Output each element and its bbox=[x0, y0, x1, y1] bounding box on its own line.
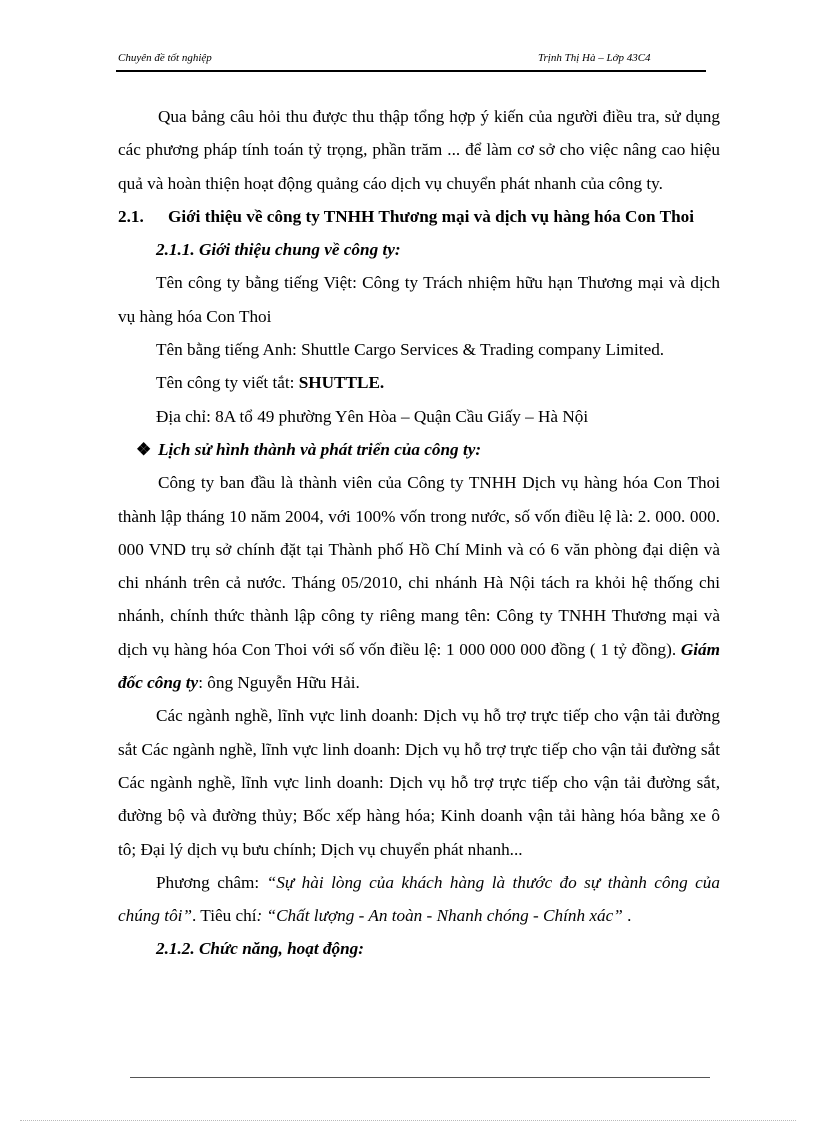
page-header bbox=[118, 52, 700, 68]
motto-paragraph bbox=[118, 866, 720, 933]
history-heading bbox=[118, 433, 720, 466]
section-heading bbox=[118, 200, 720, 233]
intro-paragraph: Qua bảng câu hỏi thu được thu thập tổng hợp ý kiến của người điều tra, sử dụng các phương pháp tính toán tỷ trọng, phần trăm ... để làm cơ sở cho việc nâng cao hiệu quả và hoàn thiện hoạt động quảng cáo dịch vụ chuyển phát nhanh của công ty. bbox=[118, 107, 720, 193]
section-title: Giới thiệu về công ty TNHH Thương mại và dịch vụ hàng hóa Con Thoi bbox=[168, 206, 694, 226]
business-paragraph: Các ngành nghề, lĩnh vực linh doanh: Dịch vụ hỗ trợ trực tiếp cho vận tải đường sắt Các ngành nghề, lĩnh vực linh doanh: Dịch vụ hỗ trợ trực tiếp cho vận tải đường sắt Các ngành nghề, lĩnh vực linh doanh: Dịch vụ hỗ trợ trực tiếp cho vận tải đường sắt, đường bộ và đường thủy; Bốc xếp hàng hóa; Kinh doanh vận tải hàng hóa bằng xe ô tô; Đại lý dịch vụ bưu chính; Dịch vụ chuyển phát nhanh... bbox=[118, 706, 720, 859]
director-value: : ông Nguyễn Hữu Hải. bbox=[198, 673, 360, 693]
header-left: Chuyên đề tốt nghiệp bbox=[118, 52, 212, 64]
subsection-heading-2: 2.1.2. Chức năng, hoạt động: bbox=[156, 939, 364, 959]
company-abbr-label: Tên công ty viết tắt: bbox=[156, 373, 299, 393]
company-abbr-value: SHUTTLE. bbox=[298, 373, 385, 393]
motto-end: . bbox=[622, 906, 632, 926]
history-heading-text: Lịch sử hình thành và phát triển của công ty: bbox=[158, 439, 482, 459]
header-right: Trịnh Thị Hà – Lớp 43C4 bbox=[538, 52, 651, 64]
page-bottom-dots bbox=[20, 1120, 796, 1121]
document-body bbox=[118, 100, 720, 966]
company-vn-name: Tên công ty bằng tiếng Việt: Công ty Trách nhiệm hữu hạn Thương mại và dịch vụ hàng hóa Con Thoi bbox=[118, 273, 720, 326]
subsection-heading-1: 2.1.1. Giới thiệu chung về công ty: bbox=[156, 240, 401, 260]
motto-value: “Sự hài lòng của khách hàng là thước đo sự thành công của chúng tôi” bbox=[118, 872, 720, 926]
header-rule bbox=[116, 70, 706, 72]
criteria-value: : “Chất lượng - An toàn - Nhanh chóng - Chính xác” bbox=[256, 906, 623, 926]
footer-rule bbox=[130, 1077, 710, 1078]
section-number: 2.1. bbox=[118, 206, 144, 226]
diamond-bullet-icon: ❖ bbox=[136, 439, 152, 459]
company-en-name: Tên bằng tiếng Anh: Shuttle Cargo Services & Trading company Limited. bbox=[156, 340, 665, 360]
history-text: Công ty ban đầu là thành viên của Công ty TNHH Dịch vụ hàng hóa Con Thoi thành lập tháng 10 năm 2004, với 100% vốn trong nước, số vốn điều lệ là: 2. 000. 000. 000 VND trụ sở chính đặt tại Thành phố Hồ Chí Minh và có 6 văn phòng đại diện và chi nhánh trên cả nước. Tháng 05/2010, chi nhánh Hà Nội tách ra khỏi hệ thống chi nhánh, chính thức thành lập công ty riêng mang tên: Công ty TNHH Thương mại và dịch vụ hàng hóa Con Thoi với số vốn điều lệ: 1 000 000 000 đồng ( 1 tỷ đồng). bbox=[118, 473, 720, 659]
director-label: Giám đốc công ty bbox=[118, 639, 720, 693]
history-paragraph bbox=[118, 466, 720, 699]
company-abbr bbox=[118, 366, 720, 399]
company-address: Địa chỉ: 8A tổ 49 phường Yên Hòa – Quận Cầu Giấy – Hà Nội bbox=[156, 406, 589, 426]
criteria-label: . Tiêu chí bbox=[192, 906, 257, 926]
motto-label: Phương châm: bbox=[156, 872, 267, 892]
